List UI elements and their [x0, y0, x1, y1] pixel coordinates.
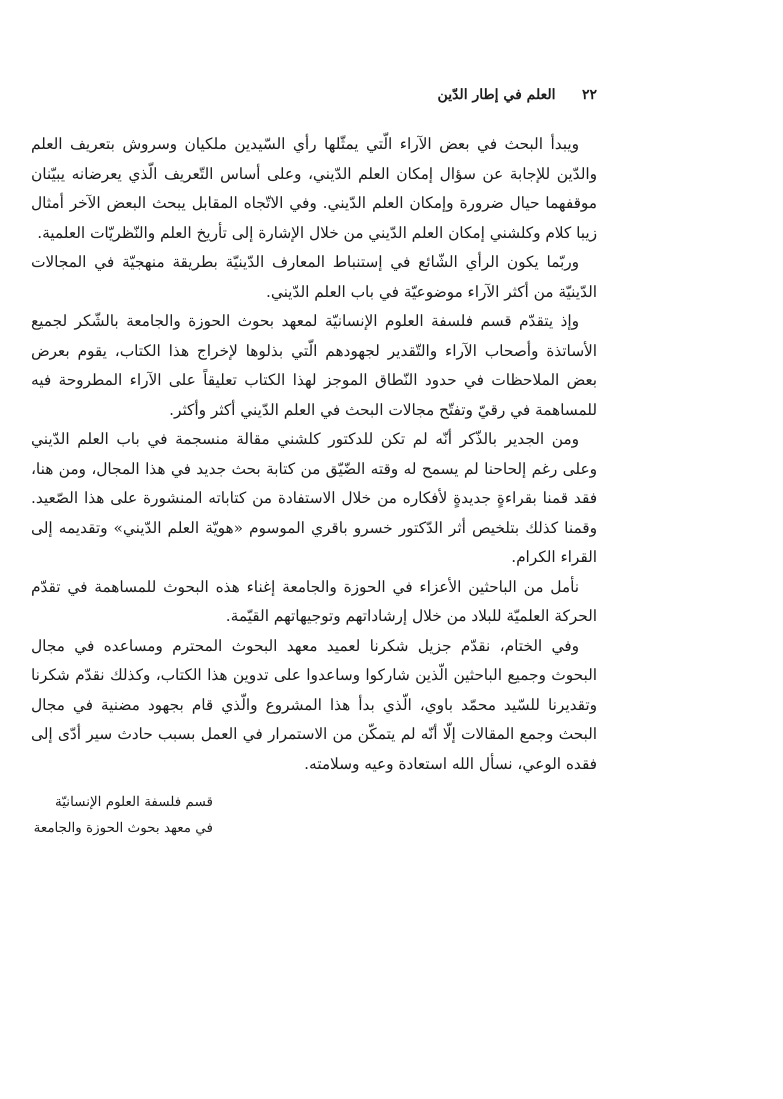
running-header	[177, 86, 597, 104]
running-title: العلم في إطار الدّين	[437, 87, 556, 103]
signature-block	[23, 789, 213, 841]
paragraph-intro: ويبدأ البحث في بعض الآراء الّتي يمثّلها رأي السّيدين ملكيان وسروش بتعريف العلم والدّين للإجابة عن سؤال إمكان العلم الدّيني، وعلى أساس التّعريف الّذي يعرضانه يبيّنان موقفهما حيال ضرورة وإمكان العلم الدّيني. وفي الاتّجاه المقابل يبحث البعض الآخر أمثال زيبا كلام وكلشني إمكان العلم الدّيني من خلال الإشارة إلى تأريخ العلم والنّظريّات العلمية.	[31, 135, 597, 242]
paragraph-thanks-professors: وإذ يتقدّم قسم فلسفة العلوم الإنسانيّة لمعهد بحوث الحوزة والجامعة بالشّكر لجميع الأساتذة وأصحاب الآراء والتّقدير لجهودهم الّتي بذلوها لإخراج هذا الكتاب، يقوم بعرض بعض الملاحظات في حدود النّطاق الموجز لهذا الكتاب تعليقاً على الآراء المطروحة فيه للمساهمة في رقيّ وتفتّح مجالات البحث في العلم الدّيني أكثر وأكثر.	[31, 312, 597, 419]
signature-line-institute: في معهد بحوث الحوزة والجامعة	[33, 820, 213, 836]
page-number: ٢٢	[581, 87, 597, 103]
paragraph-closing: وفي الختام، نقدّم جزيل شكرنا لعميد معهد البحوث المحترم ومساعده في مجال البحوث وجميع الباحثين الّذين شاركوا وساعدوا على تدوين هذا الكتاب، وكذلك نقدّم شكرنا وتقديرنا للسّيد محمّد باوي، الّذي بدأ هذا المشروع والّذي قام بجهود مضنية في مجال البحث وجمع المقالات إلّا أنّه لم يتمكّن من الاستمرار في العمل بسبب حادث سير أدّى إلى فقده الوعي، نسأل الله استعادة وعيه وسلامته.	[31, 636, 597, 773]
signature-line-department: قسم فلسفة العلوم الإنسانيّة	[55, 794, 213, 810]
paragraph-common-view: وربّما يكون الرأي الشّائع في إستنباط المعارف الدّينيّة بطريقة منهجيّة في المجالات الدّينيّة من أكثر الآراء موضوعيّة في باب العلم الدّيني.	[31, 253, 597, 301]
paragraph-hope: نأمل من الباحثين الأعزاء في الحوزة والجامعة إغناء هذه البحوث للمساهمة في تقدّم الحركة العلميّة للبلاد من خلال إرشاداتهم وتوجيهاتهم القيّمة.	[31, 577, 597, 625]
main-text	[31, 130, 597, 779]
paragraph-note-golshani: ومن الجدير بالذّكر أنّه لم تكن للدكتور كلشني مقالة منسجمة في باب العلم الدّيني وعلى رغم إلحاحنا لم يسمح له وقته الضّيّق من كتابة بحث جديد في هذا المجال، ومن هنا، فقد قمنا بقراءةٍ جديدةٍ لأفكاره من خلال الاستفادة من كتاباته المنشورة على هذا الصّعيد. وقمنا كذلك بتلخيص أثر الدّكتور خسرو باقري الموسوم «هويّة العلم الدّيني» وتقديمه إلى القراء الكرام.	[31, 430, 597, 566]
